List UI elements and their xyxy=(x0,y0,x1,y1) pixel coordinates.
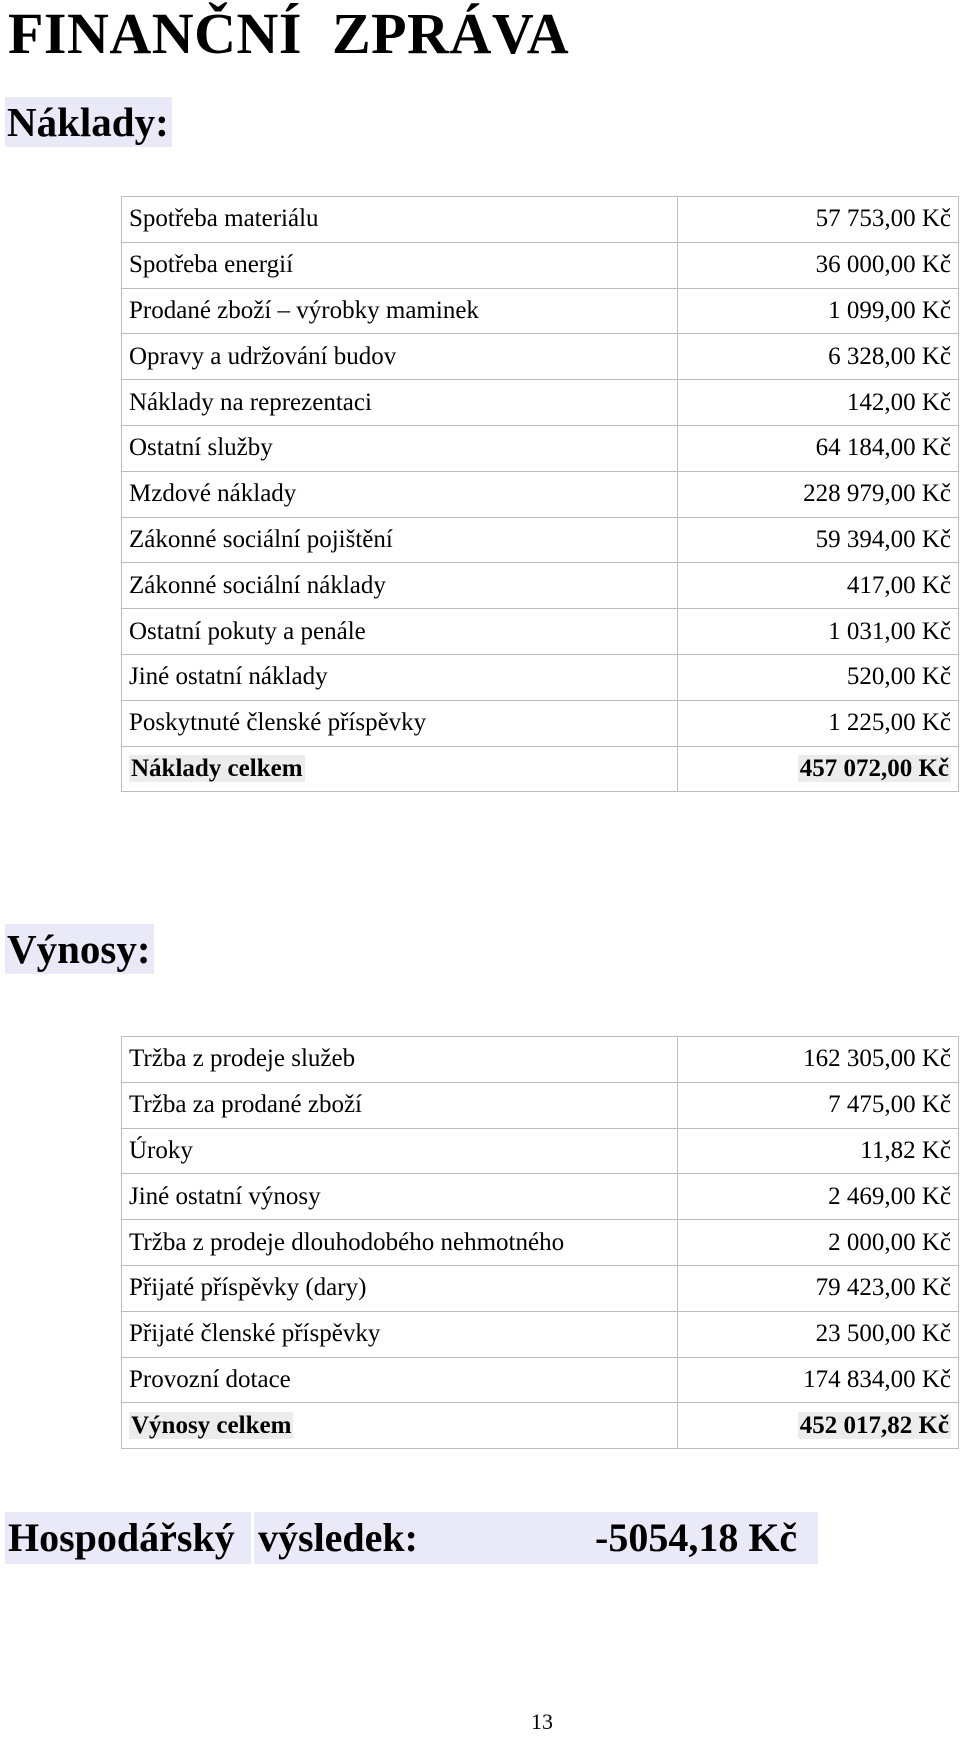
revenues-table xyxy=(121,1036,959,1449)
table-row xyxy=(122,563,959,609)
page-number: 13 xyxy=(531,1709,553,1734)
row-value: 2 000,00 Kč xyxy=(678,1220,959,1266)
row-label: Mzdové náklady xyxy=(122,471,678,517)
row-label: Jiné ostatní náklady xyxy=(122,654,678,700)
row-value: 1 031,00 Kč xyxy=(678,609,959,655)
row-label: Tržba za prodané zboží xyxy=(122,1082,678,1128)
table-row xyxy=(122,1037,959,1083)
costs-heading: Náklady: xyxy=(5,97,172,147)
table-row xyxy=(122,288,959,334)
row-label: Prodané zboží – výrobky maminek xyxy=(122,288,678,334)
row-label: Provozní dotace xyxy=(122,1357,678,1403)
table-row xyxy=(122,1082,959,1128)
table-row xyxy=(122,1357,959,1403)
table-row xyxy=(122,242,959,288)
economic-result-value: -5054,18 Kč xyxy=(595,1515,798,1560)
row-value: 59 394,00 Kč xyxy=(678,517,959,563)
table-row xyxy=(122,517,959,563)
revenues-heading: Výnosy: xyxy=(5,924,154,974)
row-value: 7 475,00 Kč xyxy=(678,1082,959,1128)
row-value: 6 328,00 Kč xyxy=(678,334,959,380)
table-row xyxy=(122,1265,959,1311)
table-row xyxy=(122,1220,959,1266)
revenues-total-label: Výnosy celkem xyxy=(131,1411,292,1439)
row-label: Úroky xyxy=(122,1128,678,1174)
costs-total-value: 457 072,00 Kč xyxy=(799,754,949,782)
row-label: Opravy a udržování budov xyxy=(122,334,678,380)
table-row xyxy=(122,1174,959,1220)
table-row xyxy=(122,609,959,655)
row-value: 417,00 Kč xyxy=(678,563,959,609)
revenues-total-row xyxy=(122,1403,959,1449)
row-value: 520,00 Kč xyxy=(678,654,959,700)
table-row xyxy=(122,197,959,243)
row-value: 2 469,00 Kč xyxy=(678,1174,959,1220)
row-value: 11,82 Kč xyxy=(678,1128,959,1174)
row-value: 174 834,00 Kč xyxy=(678,1357,959,1403)
economic-result-label-part1: Hospodářský xyxy=(5,1512,251,1564)
costs-total-label: Náklady celkem xyxy=(131,754,303,782)
revenues-total-label-cell xyxy=(122,1403,678,1449)
row-label: Spotřeba energií xyxy=(122,242,678,288)
row-label: Přijaté příspěvky (dary) xyxy=(122,1265,678,1311)
table-row xyxy=(122,1311,959,1357)
row-label: Zákonné sociální pojištění xyxy=(122,517,678,563)
table-row xyxy=(122,1128,959,1174)
row-label: Zákonné sociální náklady xyxy=(122,563,678,609)
table-row xyxy=(122,654,959,700)
row-label: Náklady na reprezentaci xyxy=(122,380,678,426)
table-row xyxy=(122,471,959,517)
row-value: 23 500,00 Kč xyxy=(678,1311,959,1357)
costs-total-label-cell xyxy=(122,746,678,792)
revenues-total-value: 452 017,82 Kč xyxy=(799,1411,949,1439)
row-label: Ostatní pokuty a penále xyxy=(122,609,678,655)
table-row xyxy=(122,380,959,426)
row-value: 1 225,00 Kč xyxy=(678,700,959,746)
row-value: 1 099,00 Kč xyxy=(678,288,959,334)
row-label: Ostatní služby xyxy=(122,425,678,471)
costs-table xyxy=(121,196,959,792)
row-label: Jiné ostatní výnosy xyxy=(122,1174,678,1220)
row-value: 142,00 Kč xyxy=(678,380,959,426)
row-label: Tržba z prodeje služeb xyxy=(122,1037,678,1083)
row-value: 79 423,00 Kč xyxy=(678,1265,959,1311)
row-value: 57 753,00 Kč xyxy=(678,197,959,243)
row-value: 36 000,00 Kč xyxy=(678,242,959,288)
table-row xyxy=(122,700,959,746)
report-title: FINANČNÍ ZPRÁVA xyxy=(8,1,570,66)
table-row xyxy=(122,334,959,380)
row-value: 64 184,00 Kč xyxy=(678,425,959,471)
economic-result-label-part2: výsledek: xyxy=(254,1512,818,1564)
row-label: Tržba z prodeje dlouhodobého nehmotného xyxy=(122,1220,678,1266)
revenues-total-value-cell xyxy=(678,1403,959,1449)
table-row xyxy=(122,425,959,471)
row-label: Poskytnuté členské příspěvky xyxy=(122,700,678,746)
costs-total-value-cell xyxy=(678,746,959,792)
row-value: 162 305,00 Kč xyxy=(678,1037,959,1083)
row-label: Spotřeba materiálu xyxy=(122,197,678,243)
row-value: 228 979,00 Kč xyxy=(678,471,959,517)
costs-total-row xyxy=(122,746,959,792)
row-label: Přijaté členské příspěvky xyxy=(122,1311,678,1357)
